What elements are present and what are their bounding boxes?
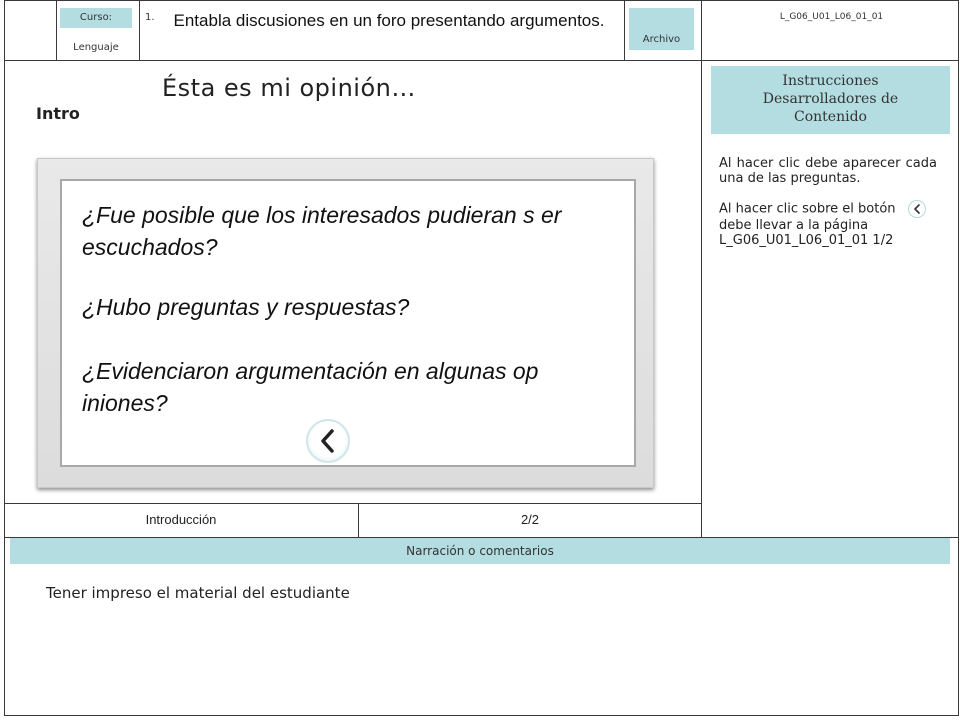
- slide-nav-divider: [4, 503, 701, 504]
- section-label: Intro: [36, 104, 80, 123]
- narration-text: Tener impreso el material del estudiante: [46, 584, 350, 602]
- instruction-2-end: debe llevar a la página L_G06_U01_L06_01_01 1/2: [719, 218, 894, 248]
- chevron-left-icon: [913, 204, 921, 214]
- archivo-box: [629, 8, 694, 50]
- question-3[interactable]: ¿Evidenciaron argumentación en algunas op iniones?: [82, 358, 539, 416]
- instruction-2-start: Al hacer clic sobre el botón: [719, 201, 896, 217]
- curso-label: [60, 8, 132, 28]
- instruction-2: [719, 200, 939, 248]
- instruction-1: Al hacer clic debe aparecer cada una de las preguntas.: [719, 156, 937, 186]
- back-button[interactable]: [306, 419, 350, 463]
- question-card: [37, 158, 654, 488]
- narration-bar: [10, 538, 950, 564]
- question-1[interactable]: ¿Fue posible que los interesados pudieran s er escuchados?: [82, 202, 562, 260]
- header-col-3: [624, 0, 625, 60]
- sidebar-divider: [701, 0, 702, 537]
- header-col-1: [56, 0, 57, 60]
- question-panel: [60, 179, 636, 467]
- narration-title: Narración o comentarios: [406, 544, 554, 558]
- curso-label-text: Curso:: [79, 12, 113, 23]
- step-number: 1.: [145, 12, 155, 23]
- question-2[interactable]: ¿Hubo preguntas y respuestas?: [82, 294, 410, 320]
- header-divider: [4, 60, 959, 61]
- mini-back-button: [908, 200, 926, 218]
- slide-heading: Ésta es mi opinión…: [162, 74, 416, 102]
- nav-section: Introducción: [145, 512, 217, 527]
- nav-page-number: 2/2: [520, 512, 540, 527]
- screen-code: L_G06_U01_L06_01_01: [779, 12, 884, 22]
- archivo-label: Archivo: [642, 34, 681, 45]
- chevron-left-icon: [317, 428, 339, 454]
- sidebar-title: Instrucciones Desarrolladores de Contenido: [762, 73, 899, 125]
- page-title: Entabla discusiones en un foro presentando argumentos.: [173, 11, 605, 30]
- header-col-2: [139, 0, 140, 60]
- subject-label: Lenguaje: [73, 42, 119, 53]
- sidebar-title-box: [711, 66, 950, 134]
